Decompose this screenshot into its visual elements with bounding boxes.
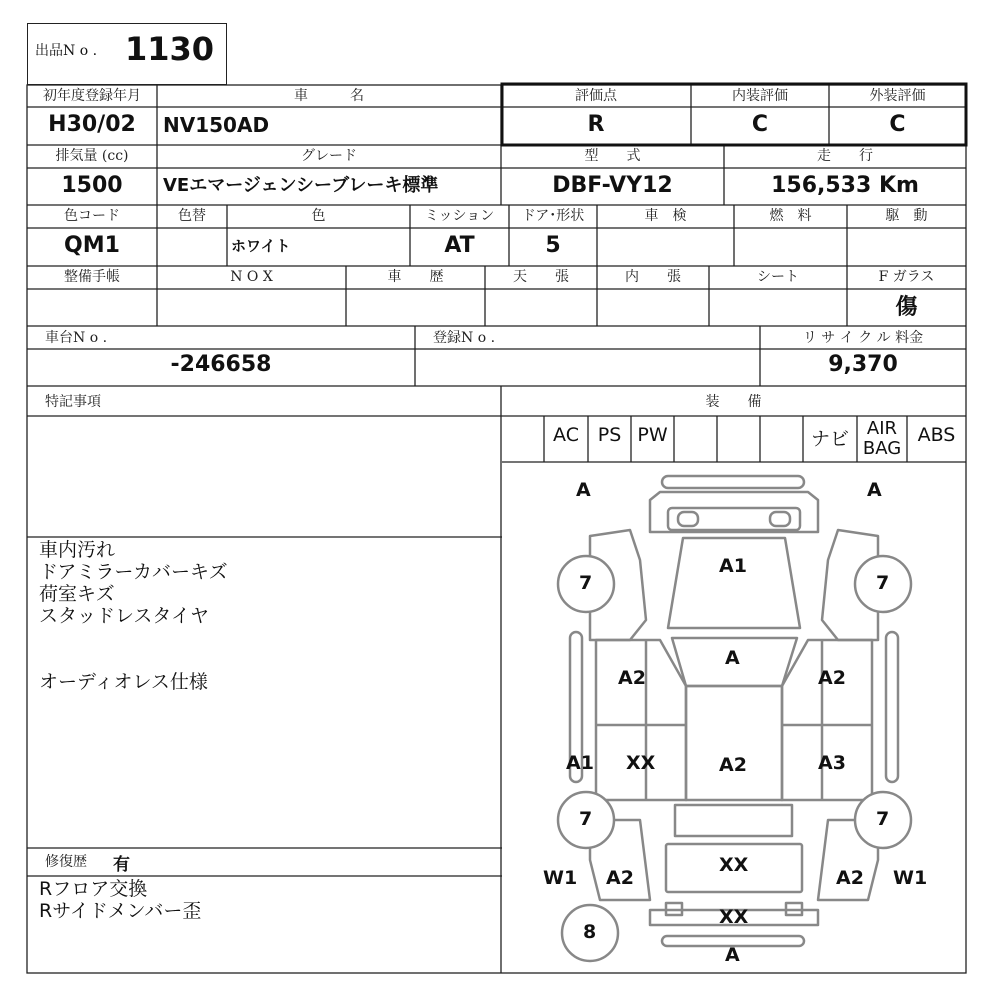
tire-rear-right: 7 <box>876 808 890 830</box>
model-value: DBF-VY12 <box>552 173 673 198</box>
dmg-rear-bumper-xx: XX <box>719 906 749 928</box>
equip-ps: PS <box>597 424 622 446</box>
grade-value: VEエマージェンシーブレーキ標準 <box>163 175 439 196</box>
remarks-label: 特記事項 <box>45 394 101 410</box>
repair-line: Rフロア交換 <box>39 878 148 900</box>
seat-label: シート <box>757 269 799 285</box>
equip-navi: ナビ <box>810 428 849 450</box>
inspection-label: 車 検 <box>644 208 687 224</box>
dmg-windshield: A <box>725 647 740 669</box>
dmg-door-right: A3 <box>818 752 846 774</box>
repair-value: 有 <box>113 855 130 875</box>
dmg-roof: A2 <box>719 754 747 776</box>
dmg-rear-glass: XX <box>719 854 749 876</box>
tire-front-right: 7 <box>876 572 890 594</box>
remarks-list <box>39 539 494 693</box>
name-value: NV150AD <box>163 113 270 137</box>
repair-label: 修復歴 <box>45 854 87 870</box>
dmg-rear-a2-right: A2 <box>836 867 864 889</box>
lot-number: 1130 <box>125 30 215 68</box>
chassis-label: 車台N o . <box>45 330 108 346</box>
mileage-value: 156,533 Km <box>771 173 919 198</box>
door-label: ドア･形状 <box>521 208 585 224</box>
name-label: 車 名 <box>294 88 364 104</box>
remark-line: 荷室キズ <box>39 583 115 605</box>
equip-airbag: AIR BAG <box>862 418 902 459</box>
repair-line: Rサイドメンバー歪 <box>39 900 202 922</box>
history-label: 車 歴 <box>387 269 444 285</box>
equip-pw: PW <box>637 424 668 446</box>
disp-label: 排気量 (cc) <box>55 148 129 164</box>
mission-label: ミッション <box>424 208 495 224</box>
glass-label: F ガラス <box>878 269 935 285</box>
mileage-label: 走 行 <box>817 148 873 164</box>
recolor-label: 色替 <box>178 208 206 224</box>
fuel-label: 燃 料 <box>769 208 812 224</box>
exterior-label: 外装評価 <box>869 88 926 104</box>
chassis-value: -246658 <box>170 352 272 377</box>
disp-value: 1500 <box>61 173 123 198</box>
remark-line: スタッドレスタイヤ <box>39 605 210 627</box>
grade-label: グレード <box>301 148 357 164</box>
tire-rear-left: 7 <box>579 808 593 830</box>
interior-value: C <box>751 112 769 137</box>
ceiling-label: 天 張 <box>513 269 569 285</box>
colorcode-label: 色コード <box>64 208 120 224</box>
recycle-value: 9,370 <box>828 352 898 377</box>
inner-label: 内 張 <box>625 269 681 285</box>
color-value: ホワイト <box>231 237 291 255</box>
car-diagram <box>502 462 966 973</box>
dmg-rear-w1-right: W1 <box>893 867 928 889</box>
dmg-door-left-2: XX <box>626 752 656 774</box>
tire-spare: 8 <box>583 921 597 943</box>
dmg-rear-w1-left: W1 <box>543 867 578 889</box>
model-label: 型 式 <box>584 148 641 164</box>
mission-value: AT <box>444 233 475 258</box>
dmg-hood: A1 <box>719 555 747 577</box>
equip-ac: AC <box>553 424 579 446</box>
lot-label: 出品N o . <box>35 43 98 59</box>
repair-list <box>39 878 494 922</box>
score-value: R <box>587 112 605 137</box>
nox-label: N O X <box>230 269 273 285</box>
remark-line: ドアミラーカバーキズ <box>39 561 228 583</box>
remark-line <box>39 649 494 671</box>
glass-value: 傷 <box>895 294 918 320</box>
door-value: 5 <box>545 233 561 258</box>
reg-label: 初年度登録年月 <box>43 88 141 104</box>
dmg-door-left-1: A1 <box>566 752 594 774</box>
dmg-fender-right: A2 <box>818 667 846 689</box>
colorcode-value: QM1 <box>64 233 120 258</box>
remark-line: 車内汚れ <box>39 539 116 561</box>
exterior-value: C <box>889 112 906 137</box>
dmg-rear-bumper: A <box>725 944 740 966</box>
recycle-label: リ サ イ ク ル 料金 <box>802 330 924 346</box>
tire-front-left: 7 <box>579 572 593 594</box>
equipment-label: 装 備 <box>705 394 762 410</box>
maint-label: 整備手帳 <box>64 269 120 285</box>
drive-label: 駆 動 <box>885 208 928 224</box>
score-label: 評価点 <box>575 88 617 104</box>
remark-line <box>39 627 494 649</box>
dmg-front-left: A <box>576 479 591 501</box>
regno-label: 登録N o . <box>433 330 496 346</box>
dmg-rear-a2-left: A2 <box>606 867 634 889</box>
color-label: 色 <box>311 208 326 224</box>
dmg-front-right: A <box>867 479 882 501</box>
equip-abs: ABS <box>917 424 956 446</box>
remark-line: オーディオレス仕様 <box>39 671 208 693</box>
dmg-fender-left: A2 <box>618 667 646 689</box>
reg-value: H30/02 <box>48 112 136 137</box>
interior-label: 内装評価 <box>732 88 788 104</box>
